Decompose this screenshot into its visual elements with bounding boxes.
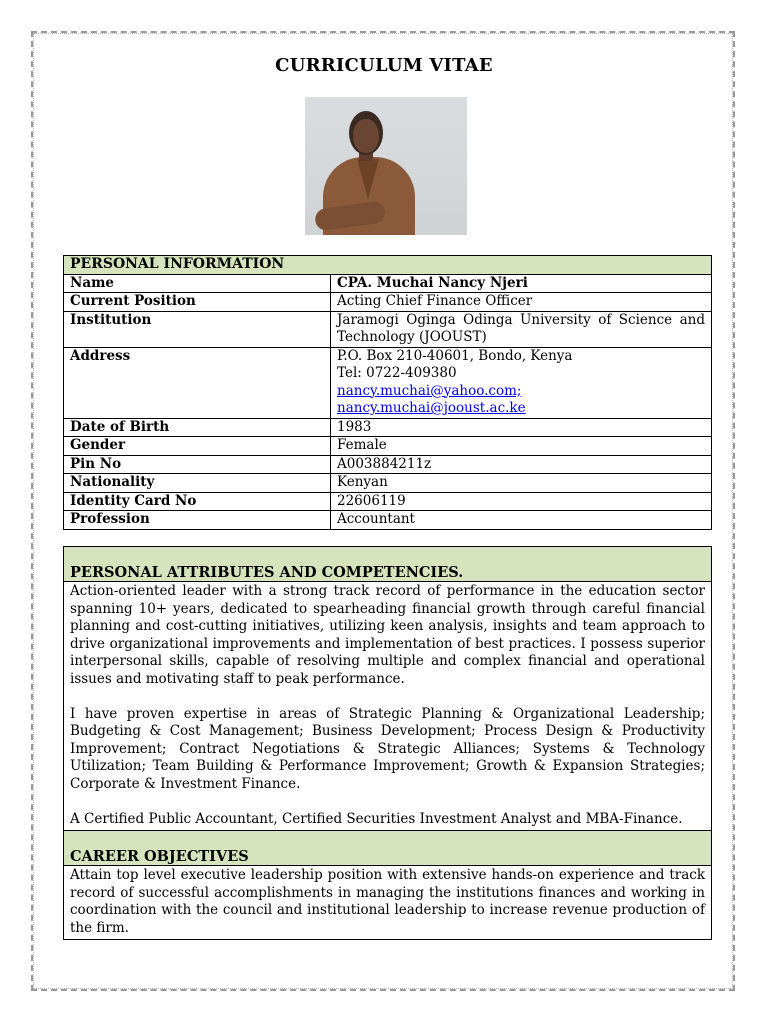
attributes-paragraph: Action-oriented leader with a strong track record of performance in the education sector spanning 10+ years, dedicated to spearheading financial growth through careful financial planning and cost-cutting initiatives, utilizing keen analysis, insights and team approach to drive organizational improvements and implementation of best practices. I possess superior interpersonal skills, capable of resolving multiple and complex financial and operational issues and motivating staff to peak performance. [70,583,705,687]
name-value: CPA. Muchai Nancy Njeri [331,274,712,293]
email-link-jooust[interactable]: nancy.muchai@jooust.ac.ke [337,400,526,416]
career-objectives-heading: CAREER OBJECTIVES [64,831,711,866]
table-row [64,511,712,530]
position-label: Current Position [64,293,331,312]
profession-label: Profession [64,511,331,530]
personal-information-table [63,255,712,530]
career-objectives-body [64,866,711,939]
table-row [64,455,712,474]
dob-value: 1983 [331,418,712,437]
attributes-section [63,546,712,831]
attributes-body [64,582,711,830]
address-value [331,347,712,418]
id-card-value: 22606119 [331,492,712,511]
dob-label: Date of Birth [64,418,331,437]
gender-label: Gender [64,437,331,456]
personal-information-heading: PERSONAL INFORMATION [64,256,712,275]
attributes-paragraph: A Certified Public Accountant, Certified Securities Investment Analyst and MBA-Finance. [70,810,683,827]
institution-label: Institution [64,311,331,347]
attributes-heading: PERSONAL ATTRIBUTES AND COMPETENCIES. [64,547,711,582]
id-card-label: Identity Card No [64,492,331,511]
attributes-paragraph: I have proven expertise in areas of Strategic Planning & Organizational Leadership; Budgeting & Cost Management; Business Development; Process Design & Productivity Improvement; Contract Negotiations & Strategic Alliances; Systems & Technology Utilization; Team Building & Performance Improvement; Growth & Expansion Strategies; Corporate & Investment Finance. [70,705,705,792]
nationality-label: Nationality [64,474,331,493]
phone-line: Tel: 0722-409380 [337,365,457,381]
nationality-value: Kenyan [331,474,712,493]
career-objectives-section [63,830,712,940]
profile-photo [296,88,476,244]
gender-value: Female [331,437,712,456]
institution-value: Jaramogi Oginga Odinga University of Science and Technology (JOOUST) [331,311,712,347]
pin-label: Pin No [64,455,331,474]
address-label: Address [64,347,331,418]
table-row [64,418,712,437]
address-line: P.O. Box 210-40601, Bondo, Kenya [337,347,573,364]
table-row [64,274,712,293]
career-objectives-text: Attain top level executive leadership position with extensive hands-on experience and track record of successful accomplishments in managing the institutions finances and working in coordination with the council and institutional leadership to increase revenue production of the firm. [70,867,705,936]
table-row [64,437,712,456]
profession-value: Accountant [331,511,712,530]
table-row [64,311,712,347]
table-row [64,293,712,312]
position-value: Acting Chief Finance Officer [331,293,712,312]
table-row [64,492,712,511]
document-title: CURRICULUM VITAE [275,55,493,76]
name-label: Name [64,274,331,293]
email-link-yahoo[interactable]: nancy.muchai@yahoo.com; [337,382,522,399]
table-row [64,347,712,418]
portrait-image [305,97,467,235]
table-row [64,474,712,493]
pin-value: A003884211z [331,455,712,474]
